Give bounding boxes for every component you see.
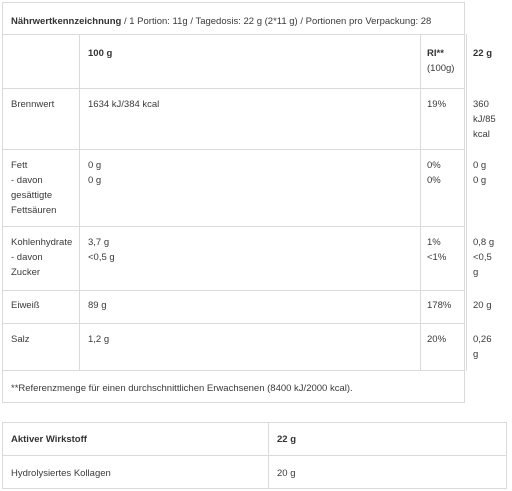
text-line: Fett: [11, 160, 28, 171]
text-line: <1%: [427, 252, 447, 263]
text-line: Zucker: [11, 267, 41, 278]
active-ingredient-table: [2, 422, 507, 489]
divider: [3, 34, 464, 35]
divider: [268, 423, 269, 488]
divider: [3, 149, 464, 150]
row-name-brennwert: [11, 97, 54, 112]
row-value-100g: [88, 298, 107, 313]
text-line: <0,5 g: [88, 252, 115, 263]
ri-label: RI**: [427, 48, 444, 59]
text-line: 0 g: [88, 160, 102, 171]
nutrition-table: [2, 2, 496, 403]
text-line: Fettsäuren: [11, 205, 57, 216]
row-value-ri: [427, 158, 441, 188]
text-line: g: [473, 349, 479, 360]
text-line: 0%: [427, 175, 441, 186]
divider: [3, 455, 506, 456]
column-header-100g: 100 g: [88, 48, 113, 59]
text-line: Salz: [11, 334, 30, 345]
divider: [466, 34, 467, 371]
text-line: 0 g: [473, 175, 487, 186]
ri-sublabel: (100g): [427, 63, 455, 74]
text-line: 0%: [427, 160, 441, 171]
row-value-22g: [473, 97, 496, 142]
text-line: 1,2 g: [88, 334, 110, 345]
text-line: Brennwert: [11, 99, 55, 110]
row-value-ri: [427, 97, 446, 112]
nutrition-heading-details: / 1 Portion: 11g / Tagedosis: 22 g (2*11 g) / Portionen pro Verpackung: 28: [121, 16, 432, 27]
column-header-ri: [427, 46, 454, 76]
text-line: 1%: [427, 237, 441, 248]
nutrition-heading: [11, 14, 431, 29]
text-line: 1634 kJ/384 kcal: [88, 99, 160, 110]
text-line: 3,7 g: [88, 237, 110, 248]
active-row-value: 20 g: [277, 468, 296, 479]
row-value-100g: [88, 332, 109, 347]
divider: [420, 34, 421, 371]
row-value-22g: [473, 298, 492, 313]
text-line: kcal: [473, 129, 490, 140]
text-line: 0,26: [473, 334, 492, 345]
row-name-kohlenhydrate: [11, 235, 72, 280]
row-value-ri: [427, 332, 446, 347]
text-line: 0 g: [88, 175, 102, 186]
text-line: 0,8 g: [473, 237, 495, 248]
row-value-100g: [88, 97, 159, 112]
row-value-100g: [88, 235, 115, 265]
text-line: 178%: [427, 300, 452, 311]
text-line: g: [473, 267, 479, 278]
row-value-22g: [473, 235, 494, 280]
row-name-eiweiss: [11, 298, 40, 313]
row-value-ri: [427, 298, 451, 313]
row-name-fett: [11, 158, 56, 218]
row-name-salz: [11, 332, 29, 347]
active-header-value: 22 g: [277, 434, 297, 445]
active-header-label: Aktiver Wirkstoff: [11, 434, 87, 445]
divider: [3, 323, 464, 324]
text-line: 89 g: [88, 300, 107, 311]
text-line: - davon: [11, 252, 43, 263]
divider: [3, 370, 464, 371]
row-value-22g: [473, 332, 492, 362]
text-line: <0,5: [473, 252, 492, 263]
text-line: Eiweiß: [11, 300, 40, 311]
divider: [3, 290, 464, 291]
text-line: Kohlenhydrate: [11, 237, 73, 248]
row-value-ri: [427, 235, 446, 265]
divider: [79, 34, 80, 371]
nutrition-heading-title: Nährwertkennzeichnung: [11, 16, 122, 27]
text-line: 20 g: [473, 300, 492, 311]
text-line: 0 g: [473, 160, 487, 171]
divider: [3, 88, 464, 89]
column-header-22g: 22 g: [473, 48, 493, 59]
text-line: 360: [473, 99, 489, 110]
row-value-22g: [473, 158, 486, 188]
text-line: - davon: [11, 175, 43, 186]
text-line: 19%: [427, 99, 447, 110]
text-line: kJ/85: [473, 114, 496, 125]
divider: [3, 226, 464, 227]
active-row-name: Hydrolysiertes Kollagen: [11, 468, 111, 479]
footnote: **Referenzmenge für einen durchschnittlichen Erwachsenen (8400 kJ/2000 kcal).: [11, 383, 353, 394]
text-line: gesättigte: [11, 190, 53, 201]
text-line: 20%: [427, 334, 447, 345]
row-value-100g: [88, 158, 101, 188]
